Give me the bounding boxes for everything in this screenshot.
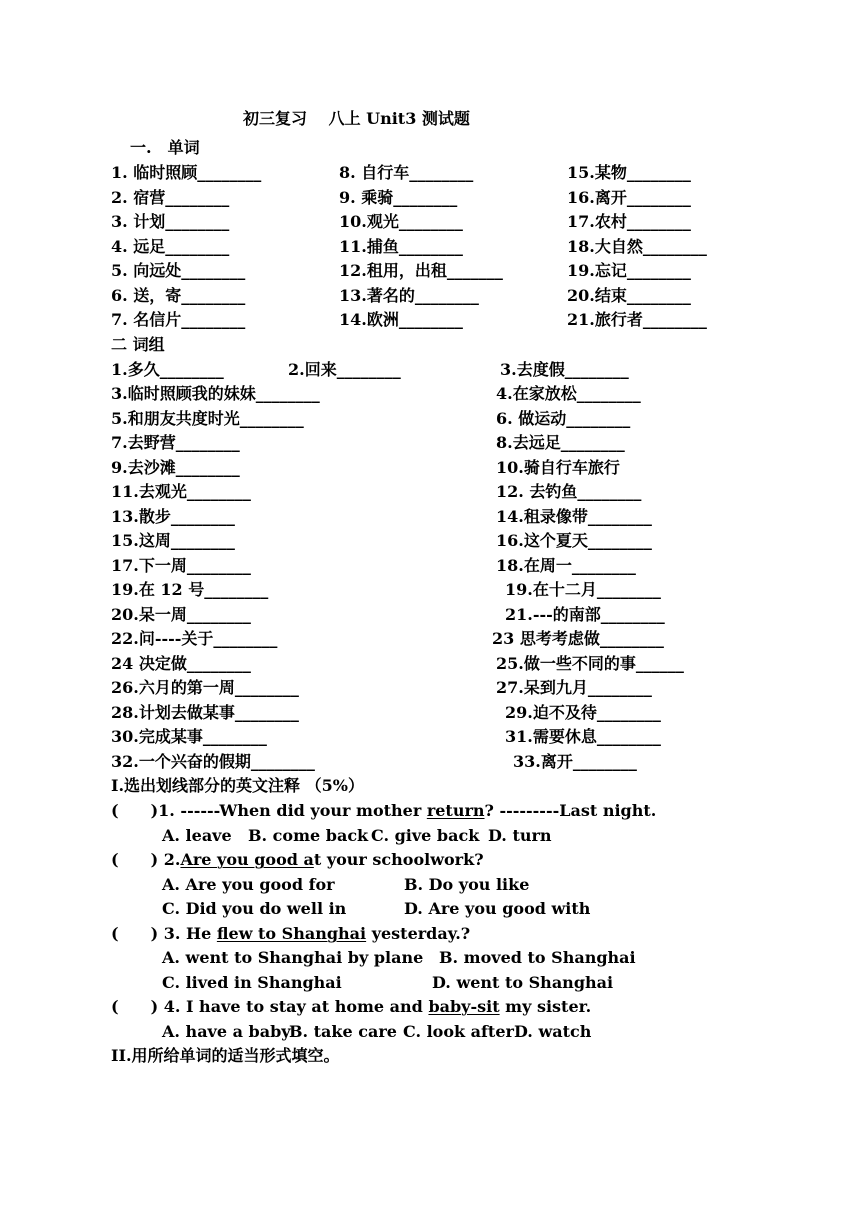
word-item: 6. 送，寄________ xyxy=(111,286,246,305)
phrase-item: 26.六月的第一周________ xyxy=(111,678,299,697)
phrase-item: 10.骑自行车旅行 xyxy=(496,458,620,477)
answer-blank[interactable]: ( ) xyxy=(111,997,159,1016)
option: D. went to Shanghai xyxy=(432,973,614,992)
word-item: 17.农村________ xyxy=(567,212,691,231)
phrase-item: 19.在 12 号________ xyxy=(111,580,269,599)
phrase-item: 32.一个兴奋的假期________ xyxy=(111,752,315,771)
phrase-item: 21.---的南部________ xyxy=(505,605,665,624)
option: C. lived in Shanghai xyxy=(162,973,342,992)
question-3 xyxy=(111,924,470,944)
phrase-item: 14.租录像带________ xyxy=(496,507,652,526)
word-item: 13.著名的________ xyxy=(339,286,479,305)
question-text: my sister. xyxy=(499,997,592,1016)
phrase-item: 33.离开________ xyxy=(513,752,637,771)
phrase-item: 13.散步________ xyxy=(111,507,235,526)
word-item: 7. 名信片________ xyxy=(111,310,246,329)
phrase-item: 1.多久________ xyxy=(111,360,224,379)
phrase-item: 8.去远足________ xyxy=(496,433,625,452)
phrase-item: 17.下一周________ xyxy=(111,556,251,575)
option: A. leave xyxy=(162,826,232,845)
word-item: 12.租用，出租_______ xyxy=(339,261,503,280)
phrase-item: 12. 去钓鱼________ xyxy=(496,482,642,501)
phrase-item: 28.计划去做某事________ xyxy=(111,703,299,722)
underlined-word: Are you good a xyxy=(180,850,314,869)
word-item: 2. 宿营________ xyxy=(111,188,230,207)
phrase-item: 11.去观光________ xyxy=(111,482,251,501)
phrase-item: 5.和朋友共度时光________ xyxy=(111,409,304,428)
phrase-item: 19.在十二月________ xyxy=(505,580,661,599)
phrase-item: 20.呆一周________ xyxy=(111,605,251,624)
option: A. Are you good for xyxy=(162,875,335,894)
phrase-item: 4.在家放松________ xyxy=(496,384,641,403)
option: C. give back xyxy=(371,826,480,845)
word-item: 20.结束________ xyxy=(567,286,691,305)
option: C. look after xyxy=(403,1022,514,1041)
phrase-item: 25.做一些不同的事______ xyxy=(496,654,684,673)
underlined-word: baby-sit xyxy=(428,997,500,1016)
phrase-item: 15.这周________ xyxy=(111,531,235,550)
question-text: t your schoolwork? xyxy=(313,850,484,869)
word-item: 11.捕鱼________ xyxy=(339,237,463,256)
word-item: 3. 计划________ xyxy=(111,212,230,231)
option: B. Do you like xyxy=(404,875,530,894)
answer-blank[interactable]: ( ) xyxy=(111,850,159,869)
option: A. went to Shanghai by plane xyxy=(162,948,424,967)
word-item: 1. 临时照顾________ xyxy=(111,163,262,182)
phrase-item: 6. 做运动________ xyxy=(496,409,631,428)
question-1 xyxy=(111,801,656,821)
word-item: 10.观光________ xyxy=(339,212,463,231)
section-heading-phrases: 二 词组 xyxy=(111,335,165,354)
word-item: 18.大自然________ xyxy=(567,237,707,256)
question-text: yesterday.? xyxy=(366,924,471,943)
question-text: 2. xyxy=(158,850,181,869)
word-item: 16.离开________ xyxy=(567,188,691,207)
word-item: 19.忘记________ xyxy=(567,261,691,280)
phrase-item: 3.临时照顾我的妹妹________ xyxy=(111,384,320,403)
section-heading-words: 一. 单词 xyxy=(130,138,200,157)
word-item: 21.旅行者________ xyxy=(567,310,707,329)
phrase-item: 3.去度假________ xyxy=(500,360,629,379)
word-item: 9. 乘骑________ xyxy=(339,188,458,207)
question-text: ? ---------Last night. xyxy=(484,801,657,820)
word-item: 15.某物________ xyxy=(567,163,691,182)
part-ii-heading: II.用所给单词的适当形式填空。 xyxy=(111,1046,340,1065)
question-2 xyxy=(111,850,484,870)
phrase-item: 23 思考考虑做________ xyxy=(492,629,664,648)
phrase-item: 24 决定做________ xyxy=(111,654,251,673)
option: B. take care xyxy=(289,1022,397,1041)
phrase-item: 2.回来________ xyxy=(288,360,401,379)
phrase-item: 16.这个夏天________ xyxy=(496,531,652,550)
question-text: 4. I have to stay at home and xyxy=(158,997,429,1016)
word-item: 5. 向远处________ xyxy=(111,261,246,280)
phrase-item: 7.去野营________ xyxy=(111,433,240,452)
word-item: 4. 远足________ xyxy=(111,237,230,256)
option: B. moved to Shanghai xyxy=(439,948,636,967)
question-text: 1. ------When did your mother xyxy=(158,801,427,820)
option: D. turn xyxy=(488,826,552,845)
answer-blank[interactable]: ( ) xyxy=(111,924,159,943)
phrase-item: 27.呆到九月________ xyxy=(496,678,652,697)
phrase-item: 31.需要休息________ xyxy=(505,727,661,746)
option: D. watch xyxy=(514,1022,592,1041)
question-text: 3. He xyxy=(158,924,217,943)
part-i-heading: I.选出划线部分的英文注释 （5%） xyxy=(111,776,364,795)
underlined-word: flew to Shanghai xyxy=(216,924,367,943)
word-item: 14.欧洲________ xyxy=(339,310,463,329)
option: B. come back xyxy=(248,826,369,845)
question-4 xyxy=(111,997,591,1017)
phrase-item: 30.完成某事________ xyxy=(111,727,267,746)
phrase-item: 9.去沙滩________ xyxy=(111,458,240,477)
page-title: 初三复习 八上 Unit3 测试题 xyxy=(243,109,470,128)
phrase-item: 29.迫不及待________ xyxy=(505,703,661,722)
answer-blank[interactable]: ( ) xyxy=(111,801,159,820)
word-item: 8. 自行车________ xyxy=(339,163,474,182)
phrase-item: 22.问----关于________ xyxy=(111,629,278,648)
option: D. Are you good with xyxy=(404,899,591,918)
phrase-item: 18.在周一________ xyxy=(496,556,636,575)
underlined-word: return xyxy=(426,801,485,820)
option: C. Did you do well in xyxy=(162,899,347,918)
option: A. have a baby xyxy=(162,1022,291,1041)
